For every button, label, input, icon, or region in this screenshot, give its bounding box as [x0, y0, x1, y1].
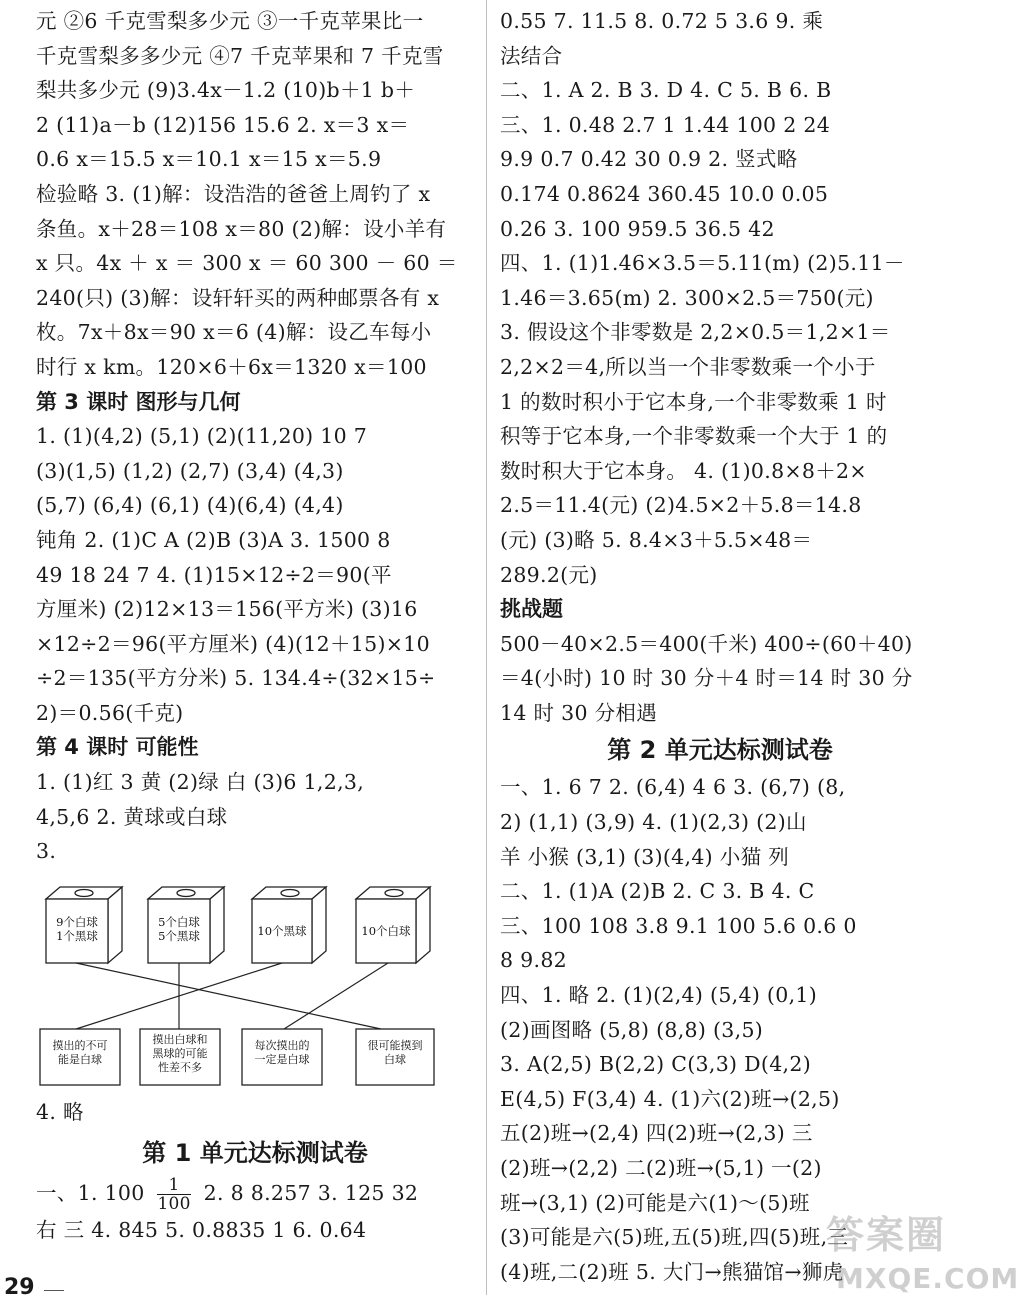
unit-1-line-1-end: 2. 8 8.257 3. 125 32: [203, 1181, 419, 1206]
answer-line: ÷2＝135(平方分米) 5. 134.4÷(32×15÷: [36, 666, 436, 691]
answer-line: 千克雪梨多多少元 ④7 千克苹果和 7 千克雪: [36, 43, 444, 68]
answer-line: (2)画图略 (5,8) (8,8) (3,5): [500, 1017, 764, 1042]
answer-line: 条鱼。x＋28＝108 x＝80 (2)解：设小羊有: [36, 216, 447, 241]
answer-line: (5,7) (6,4) (6,1) (4)(6,4) (4,4): [36, 493, 344, 518]
unit-1-line-2: 右 三 4. 845 5. 0.8835 1 6. 0.64: [36, 1218, 367, 1243]
answer-line: 检验略 3. (1)解：设浩浩的爸爸上周钓了 x: [36, 181, 431, 206]
fraction-numerator: 1: [157, 1176, 190, 1195]
answer-line: 2)＝0.56(千克): [36, 700, 184, 725]
unit-1-answers-continued: [500, 4, 940, 592]
answers-block-c: [36, 765, 474, 869]
lesson-3-heading: 第 3 课时 图形与几何: [36, 389, 241, 414]
answer-line: 三、100 108 3.8 9.1 100 5.6 0.6 0: [500, 913, 857, 938]
answer-line: x 只。4x ＋ x ＝ 300 x ＝ 60 300 － 60 ＝: [36, 251, 458, 276]
answer-line: 3. 假设这个非零数是 2,2×0.5＝1,2×1＝: [500, 320, 891, 345]
matching-lines: [76, 963, 388, 1029]
answer-line: 49 18 24 7 4. (1)15×12÷2＝90(平: [36, 562, 392, 587]
answer-line: 1 的数时积小于它本身,一个非零数乘 1 时: [500, 389, 887, 414]
challenge-heading: 挑战题: [500, 597, 563, 622]
answer-line: 五(2)班→(2,4) 四(2)班→(2,3) 三: [500, 1121, 813, 1146]
answer-line: 时行 x km。120×6＋6x＝1320 x＝100: [36, 354, 427, 379]
cube-label-2: 5个白球 5个黑球: [158, 914, 200, 943]
page-number-dash: [44, 1290, 64, 1291]
answer-line: 3.: [36, 839, 57, 864]
answer-line: 9.9 0.7 0.42 30 0.9 2. 竖式略: [500, 147, 798, 172]
answer-line: 一、1. 6 7 2. (6,4) 4 6 3. (6,7) (8,: [500, 775, 846, 800]
answer-line: 梨共多少元 (9)3.4x－1.2 (10)b＋1 b＋: [36, 78, 416, 103]
answer-line: 1.46＝3.65(m) 2. 300×2.5＝750(元): [500, 285, 874, 310]
answers-block-b: [36, 419, 474, 730]
cube-label-3: 10个黑球: [257, 923, 307, 938]
answer-line: (3)可能是六(5)班,五(5)班,四(5)班,三: [500, 1225, 849, 1250]
answer-line: ＝4(小时) 10 时 30 分＋4 时＝14 时 30 分: [500, 666, 913, 691]
answer-line: 0.26 3. 100 959.5 36.5 42: [500, 216, 775, 241]
challenge-answers: [500, 627, 940, 731]
left-column: [36, 4, 474, 1248]
answer-line: 2,2×2＝4,所以当一个非零数乘一个小于: [500, 354, 876, 379]
page-number: 29: [4, 1275, 35, 1300]
answer-line: 三、1. 0.48 2.7 1 1.44 100 2 24: [500, 112, 831, 137]
answer-line: 法结合: [500, 43, 563, 68]
answer-line: 240(只) (3)解：设轩轩买的两种邮票各有 x: [36, 285, 440, 310]
answer-line: (元) (3)略 5. 8.4×3＋5.5×48＝: [500, 527, 813, 552]
answers-block-a: [36, 4, 474, 385]
answer-line: 四、1. (1)1.46×3.5＝5.11(m) (2)5.11－: [500, 251, 905, 276]
answer-line: 0.174 0.8624 360.45 10.0 0.05: [500, 181, 829, 206]
answer-line: 积等于它本身,一个非零数乘一个大于 1 的: [500, 424, 888, 449]
statement-text-4: 很可能摸到 白球: [367, 1038, 423, 1066]
unit-1-line-1-start: 一、1. 100: [36, 1181, 145, 1206]
answer-line: 1. (1)红 3 黄 (2)绿 白 (3)6 1,2,3,: [36, 770, 365, 795]
watermark-url: MXQE.COM: [836, 1262, 1019, 1295]
answer-line: (3)(1,5) (1,2) (2,7) (3,4) (4,3): [36, 458, 344, 483]
cube-label-1: 9个白球 1个黑球: [56, 914, 98, 943]
answer-line: 二、1. A 2. B 3. D 4. C 5. B 6. B: [500, 78, 832, 103]
cube-label-4: 10个白球: [361, 923, 411, 938]
answer-line: 枚。7x＋8x＝90 x＝6 (4)解：设乙车每小: [36, 320, 432, 345]
fraction: [157, 1176, 190, 1213]
answer-line: 500－40×2.5＝400(千米) 400÷(60＋40): [500, 631, 913, 656]
answer-line: (2)班→(2,2) 二(2)班→(5,1) 一(2): [500, 1156, 822, 1180]
answer-line: 8 9.82: [500, 948, 568, 973]
probability-matching-diagram: [36, 869, 474, 1095]
answer-line: 元 ②6 千克雪梨多少元 ③一千克苹果比一: [36, 9, 424, 33]
answer-line: 羊 小猴 (3,1) (3)(4,4) 小猫 列: [500, 844, 790, 869]
answer-line: 方厘米) (2)12×13＝156(平方米) (3)16: [36, 597, 418, 622]
answer-line: 1. (1)(4,2) (5,1) (2)(11,20) 10 7: [36, 424, 368, 449]
answer-line: 0.55 7. 11.5 8. 0.72 5 3.6 9. 乘: [500, 9, 824, 33]
answer-line: 3. A(2,5) B(2,2) C(3,3) D(4,2): [500, 1052, 812, 1077]
statement-text-3: 每次摸出的 一定是白球: [254, 1038, 310, 1066]
answer-line: E(4,5) F(3,4) 4. (1)六(2)班→(2,5): [500, 1086, 840, 1111]
answer-line: 二、1. (1)A (2)B 2. C 3. B 4. C: [500, 879, 815, 904]
unit-2-title: 第 2 单元达标测试卷: [607, 736, 833, 765]
statement-text-2: 摸出白球和 黑球的可能 性差不多: [152, 1032, 208, 1074]
answer-line: ×12÷2＝96(平方厘米) (4)(12＋15)×10: [36, 631, 430, 656]
right-column: [500, 4, 940, 1289]
answer-line: 数时积大于它本身。 4. (1)0.8×8＋2×: [500, 458, 867, 483]
statement-text-1: 摸出的不可 能是白球: [52, 1038, 108, 1066]
answer-line: 班→(3,1) (2)可能是六(1)～(5)班: [500, 1190, 810, 1215]
answer-line: 2.5＝11.4(元) (2)4.5×2＋5.8＝14.8: [500, 493, 862, 518]
unit-1-title: 第 1 单元达标测试卷: [142, 1139, 368, 1168]
fraction-denominator: 100: [157, 1194, 191, 1215]
watermark: [812, 1196, 1019, 1304]
answer-line: (4)班,二(2)班 5. 大门→熊猫馆→狮虎: [500, 1259, 844, 1284]
answer-line: 四、1. 略 2. (1)(2,4) (5,4) (0,1): [500, 983, 818, 1008]
answer-line: 14 时 30 分相遇: [500, 700, 658, 725]
unit-1-line-1: [36, 1173, 474, 1213]
answer-line: 2 (11)a－b (12)156 15.6 2. x＝3 x＝: [36, 112, 410, 137]
answer-line: 4,5,6 2. 黄球或白球: [36, 804, 228, 829]
answer-4: 4. 略: [36, 1099, 84, 1124]
lesson-4-heading: 第 4 课时 可能性: [36, 735, 199, 760]
watermark-logo: 答案圈: [826, 1213, 947, 1257]
answer-line: 0.6 x＝15.5 x＝10.1 x＝15 x＝5.9: [36, 147, 382, 172]
answer-line: 289.2(元): [500, 562, 598, 587]
answer-line: 钝角 2. (1)C A (2)B (3)A 3. 1500 8: [36, 527, 391, 552]
answer-line: 2) (1,1) (3,9) 4. (1)(2,3) (2)山: [500, 810, 807, 835]
column-divider: [486, 0, 487, 1295]
